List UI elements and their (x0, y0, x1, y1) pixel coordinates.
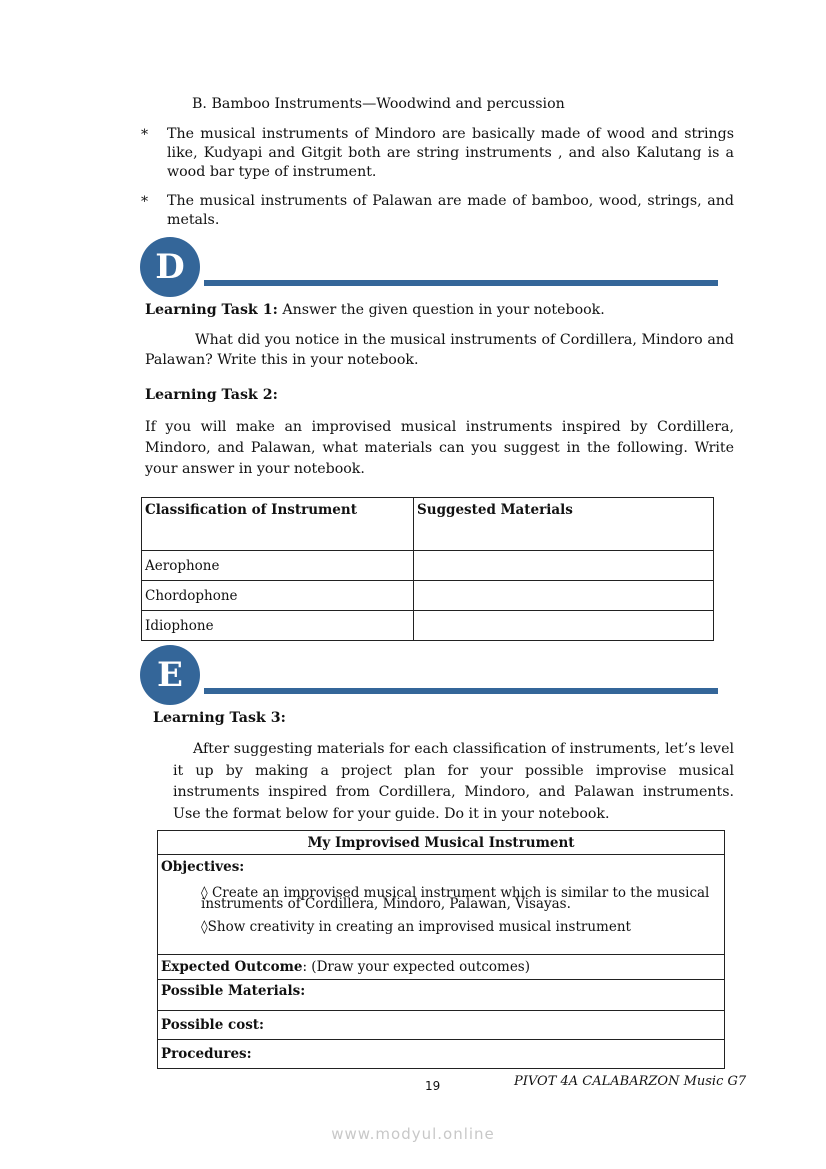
materials-cell[interactable] (414, 581, 714, 611)
materials-cell[interactable] (414, 611, 714, 641)
section-d-divider (204, 280, 718, 286)
task2-label: Learning Task 2: (145, 387, 278, 403)
row-chordophone: Chordophone (142, 581, 414, 611)
task3-text: After suggesting materials for each classification of instruments, let’s level it up by making a project plan for your possible improvise musical instruments inspired from Cordillera, Mindoro, and Palawan instruments. Use the format below for your guide. Do it in your notebook. (173, 741, 734, 822)
task3-label: Learning Task 3: (153, 710, 286, 726)
task1-label: Learning Task 1: (145, 302, 278, 318)
header-materials: Suggested Materials (414, 498, 714, 551)
plan-title: My Improvised Musical Instrument (158, 831, 725, 855)
footer-series: PIVOT 4A CALABARZON Music G7 (514, 1074, 747, 1089)
objectives-label: Objectives: (161, 859, 245, 875)
task2-text: If you will make an improvised musical instruments inspired by Cordillera, Mindoro, and Palawan, what materials can you suggest in the following. Write your answer in your notebook. (145, 419, 734, 477)
expected-outcome-row: Expected Outcome: (Draw your expected outcomes) (158, 955, 725, 980)
objective-2: ◊Show creativity in creating an improvised musical instrument (201, 919, 631, 935)
section-d-badge: D (140, 237, 200, 297)
materials-cell[interactable] (414, 551, 714, 581)
objectives-cell (158, 855, 725, 955)
materials-table (141, 497, 714, 641)
project-plan-table (157, 830, 725, 1069)
bullet-mindoro: The musical instruments of Mindoro are basically made of wood and strings like, Kudyapi and Gitgit both are string instruments , and also Kalutang is a wood bar type of instrument. (167, 126, 734, 180)
task1-question: What did you notice in the musical instruments of Cordillera, Mindoro and Palawan? Write this in your notebook. (145, 332, 734, 368)
section-b-heading: B. Bamboo Instruments—Woodwind and percussion (192, 96, 565, 112)
row-idiophone: Idiophone (142, 611, 414, 641)
watermark: www.modyul.online (331, 1125, 495, 1143)
task1-line (145, 302, 605, 318)
section-e-divider (204, 688, 718, 694)
bullet-icon: * (141, 194, 149, 210)
objective-1: ◊ Create an improvised musical instrument which is similar to the musical instruments of Cordillera, Mindoro, Palawan, Visayas. (201, 885, 710, 912)
header-classification: Classification of Instrument (142, 498, 414, 551)
bullet-icon: * (141, 127, 149, 143)
task1-text: Answer the given question in your notebook. (277, 302, 605, 318)
bullet-palawan: The musical instruments of Palawan are made of bamboo, wood, strings, and metals. (167, 193, 734, 228)
row-aerophone: Aerophone (142, 551, 414, 581)
section-e-badge: E (140, 645, 200, 705)
possible-materials-row: Possible Materials: (158, 980, 725, 1011)
page-number: 19 (425, 1079, 441, 1093)
procedures-row: Procedures: (158, 1040, 725, 1069)
possible-cost-row: Possible cost: (158, 1011, 725, 1040)
